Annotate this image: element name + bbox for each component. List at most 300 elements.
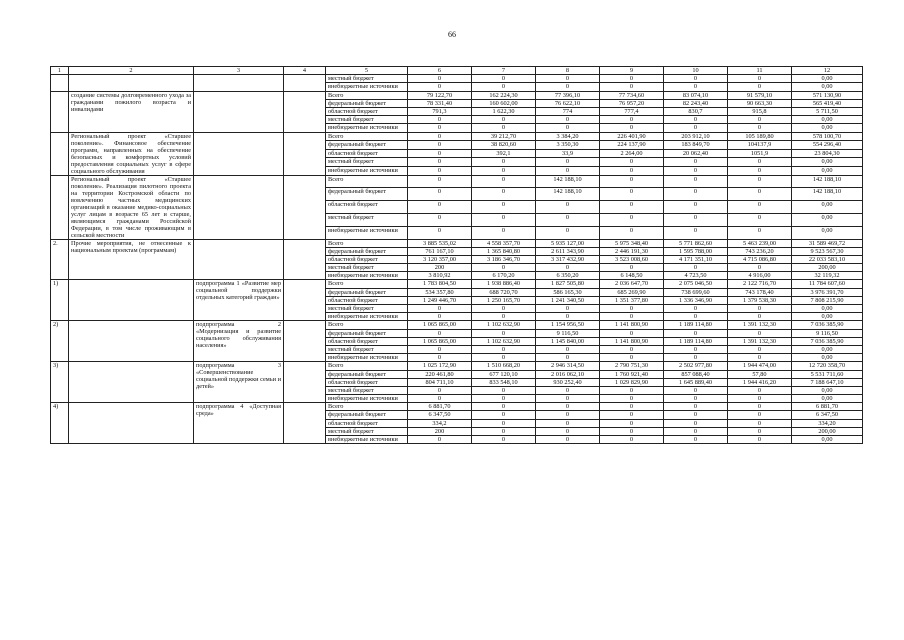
funding-source: областной бюджет: [326, 107, 408, 115]
amount-cell: 142 188,10: [792, 188, 863, 201]
subprogram-name: подпрограмма 2 «Модернизация и развитие социального обслуживания населения»: [194, 321, 284, 362]
amount-cell: 1 250 165,70: [472, 296, 536, 304]
amount-cell: 0,00: [792, 124, 863, 132]
amount-cell: 1 365 840,80: [472, 247, 536, 255]
amount-cell: 0,00: [792, 305, 863, 313]
table-row: [51, 91, 863, 99]
activity-name: Региональный проект «Старшее поколение». Реализация пилотного проекта на территории Костромской области по вовлечению частных медицинских организаций в оказание медико-социальных услуг лицам в возрасте 65 лет и старше, являющимся гражданами Российской Федерации, в том числе проживающим в сельской местности: [69, 175, 194, 239]
amount-cell: 5 771 862,60: [664, 239, 728, 247]
amount-cell: 2 075 046,50: [664, 280, 728, 288]
funding-source: федеральный бюджет: [326, 141, 408, 150]
amount-cell: 1 510 668,20: [472, 362, 536, 370]
amount-cell: 774: [536, 107, 600, 115]
amount-cell: 1 944 474,00: [728, 362, 792, 370]
funding-source: Всего: [326, 403, 408, 411]
amount-cell: 0,00: [792, 166, 863, 175]
amount-cell: 0: [728, 226, 792, 239]
amount-cell: 5 463 239,00: [728, 239, 792, 247]
amount-cell: 0: [728, 403, 792, 411]
amount-cell: 0,00: [792, 436, 863, 444]
amount-cell: 0,00: [792, 395, 863, 403]
amount-cell: 6 347,50: [792, 411, 863, 419]
amount-cell: 0: [600, 213, 664, 226]
amount-cell: 0: [472, 411, 536, 419]
amount-cell: 105 189,80: [728, 132, 792, 141]
amount-cell: 0: [408, 313, 472, 321]
amount-cell: 23 804,30: [792, 149, 863, 158]
funding-source: Всего: [326, 362, 408, 370]
subprogram-name: подпрограмма 3 «Совершенствование социальной поддержки семьи и детей»: [194, 362, 284, 403]
amount-cell: 9 116,50: [536, 329, 600, 337]
amount-cell: 1 783 804,50: [408, 280, 472, 288]
amount-cell: 0: [472, 116, 536, 124]
amount-cell: 0: [600, 419, 664, 427]
amount-cell: 392,1: [472, 149, 536, 158]
amount-cell: 226 401,90: [600, 132, 664, 141]
executor-cell: [284, 75, 326, 91]
amount-cell: 0: [664, 124, 728, 132]
subprogram-name: подпрограмма 4 «Доступная среда»: [194, 403, 284, 444]
amount-cell: 3 186 346,70: [472, 255, 536, 263]
amount-cell: 1 622,30: [472, 107, 536, 115]
amount-cell: 7 188 647,10: [792, 378, 863, 386]
amount-cell: 0: [408, 75, 472, 83]
amount-cell: 200: [408, 427, 472, 435]
amount-cell: 12 720 358,70: [792, 362, 863, 370]
amount-cell: 1 241 340,50: [536, 296, 600, 304]
amount-cell: 0: [664, 329, 728, 337]
header-row: [51, 67, 863, 75]
budget-table: [50, 66, 863, 444]
amount-cell: 0: [408, 305, 472, 313]
amount-cell: 4 558 357,70: [472, 239, 536, 247]
amount-cell: 5 711,50: [792, 107, 863, 115]
amount-cell: 0: [664, 395, 728, 403]
amount-cell: 9 116,50: [792, 329, 863, 337]
amount-cell: 0: [472, 395, 536, 403]
executor-cell: [284, 91, 326, 132]
amount-cell: 0: [664, 158, 728, 167]
amount-cell: 32 119,32: [792, 272, 863, 280]
amount-cell: 0,00: [792, 345, 863, 353]
amount-cell: 20 062,40: [664, 149, 728, 158]
amount-cell: 0: [600, 175, 664, 188]
executor-cell: [284, 403, 326, 444]
amount-cell: 0: [408, 213, 472, 226]
amount-cell: 0,00: [792, 354, 863, 362]
amount-cell: 0,00: [792, 386, 863, 394]
funding-source: областной бюджет: [326, 201, 408, 214]
amount-cell: 7 808 215,90: [792, 296, 863, 304]
amount-cell: 0: [664, 264, 728, 272]
column-number: 7: [472, 67, 536, 75]
amount-cell: 1 938 886,40: [472, 280, 536, 288]
amount-cell: 76 622,10: [536, 99, 600, 107]
amount-cell: 930 252,40: [536, 378, 600, 386]
amount-cell: 1 102 632,90: [472, 321, 536, 329]
amount-cell: 3 120 357,00: [408, 255, 472, 263]
amount-cell: 3 523 008,60: [600, 255, 664, 263]
amount-cell: 200,00: [792, 427, 863, 435]
amount-cell: 9 523 567,30: [792, 247, 863, 255]
funding-source: Всего: [326, 91, 408, 99]
amount-cell: 78 331,40: [408, 99, 472, 107]
amount-cell: 0: [600, 188, 664, 201]
amount-cell: 7 036 385,90: [792, 337, 863, 345]
funding-source: федеральный бюджет: [326, 288, 408, 296]
amount-cell: 4 715 086,80: [728, 255, 792, 263]
item-number: 2): [51, 321, 69, 362]
activity-name: Прочие мероприятия, не отнесенные к национальным проектам (программам): [69, 239, 194, 280]
amount-cell: 0: [536, 313, 600, 321]
amount-cell: 688 720,70: [472, 288, 536, 296]
column-number: 3: [194, 67, 284, 75]
amount-cell: 1 189 114,80: [664, 321, 728, 329]
subprogram-name: [194, 91, 284, 132]
amount-cell: 0: [664, 116, 728, 124]
amount-cell: 0: [728, 116, 792, 124]
amount-cell: 0: [408, 158, 472, 167]
amount-cell: 0: [664, 313, 728, 321]
table-row: [51, 280, 863, 288]
column-number: 8: [536, 67, 600, 75]
subprogram-name: [194, 75, 284, 91]
funding-source: областной бюджет: [326, 296, 408, 304]
amount-cell: 0: [408, 132, 472, 141]
funding-source: местный бюджет: [326, 264, 408, 272]
amount-cell: 0: [408, 436, 472, 444]
page-number: 66: [448, 30, 456, 39]
amount-cell: 0: [600, 158, 664, 167]
amount-cell: 0: [664, 188, 728, 201]
amount-cell: 6 148,50: [600, 272, 664, 280]
amount-cell: 0: [536, 411, 600, 419]
amount-cell: 685 269,90: [600, 288, 664, 296]
amount-cell: 0: [600, 403, 664, 411]
funding-source: местный бюджет: [326, 158, 408, 167]
executor-cell: [284, 321, 326, 362]
funding-source: местный бюджет: [326, 75, 408, 83]
amount-cell: 1 760 921,40: [600, 370, 664, 378]
amount-cell: 0: [472, 83, 536, 91]
amount-cell: 0: [408, 116, 472, 124]
amount-cell: 0: [664, 345, 728, 353]
funding-source: местный бюджет: [326, 305, 408, 313]
amount-cell: 0: [664, 436, 728, 444]
amount-cell: 743 178,40: [728, 288, 792, 296]
amount-cell: 0: [472, 75, 536, 83]
funding-source: областной бюджет: [326, 419, 408, 427]
amount-cell: 1 827 505,80: [536, 280, 600, 288]
amount-cell: 0: [472, 313, 536, 321]
table-row: [51, 321, 863, 329]
funding-source: местный бюджет: [326, 427, 408, 435]
amount-cell: 77 396,10: [536, 91, 600, 99]
amount-cell: 3 384,20: [536, 132, 600, 141]
funding-source: внебюджетные источники: [326, 436, 408, 444]
column-number: 9: [600, 67, 664, 75]
amount-cell: 0: [600, 313, 664, 321]
amount-cell: 0: [536, 83, 600, 91]
amount-cell: 1051,9: [728, 149, 792, 158]
amount-cell: 0: [536, 213, 600, 226]
funding-source: федеральный бюджет: [326, 329, 408, 337]
activity-name: [69, 75, 194, 91]
column-number: 2: [69, 67, 194, 75]
amount-cell: 0: [664, 213, 728, 226]
amount-cell: 677 120,10: [472, 370, 536, 378]
amount-cell: 82 243,40: [664, 99, 728, 107]
amount-cell: 1 154 956,50: [536, 321, 600, 329]
amount-cell: 0: [408, 226, 472, 239]
executor-cell: [284, 362, 326, 403]
amount-cell: 1 145 840,00: [536, 337, 600, 345]
amount-cell: 1 391 132,30: [728, 337, 792, 345]
amount-cell: 0: [472, 427, 536, 435]
amount-cell: 0: [664, 411, 728, 419]
amount-cell: 104137,9: [728, 141, 792, 150]
funding-source: внебюджетные источники: [326, 313, 408, 321]
executor-cell: [284, 280, 326, 321]
amount-cell: 0: [408, 188, 472, 201]
amount-cell: 738 699,60: [664, 288, 728, 296]
funding-source: федеральный бюджет: [326, 247, 408, 255]
amount-cell: 0: [728, 395, 792, 403]
amount-cell: 2 611 343,90: [536, 247, 600, 255]
amount-cell: 0: [472, 166, 536, 175]
amount-cell: 0: [472, 419, 536, 427]
amount-cell: 0: [600, 83, 664, 91]
table-row: [51, 362, 863, 370]
amount-cell: 77 734,60: [600, 91, 664, 99]
amount-cell: 0: [664, 419, 728, 427]
amount-cell: 578 100,70: [792, 132, 863, 141]
amount-cell: 0: [600, 395, 664, 403]
amount-cell: 0: [536, 264, 600, 272]
amount-cell: 0: [664, 386, 728, 394]
amount-cell: 0: [600, 329, 664, 337]
amount-cell: 91 579,10: [728, 91, 792, 99]
amount-cell: 586 165,30: [536, 288, 600, 296]
funding-source: местный бюджет: [326, 213, 408, 226]
amount-cell: 142 188,10: [792, 175, 863, 188]
amount-cell: 0: [728, 188, 792, 201]
amount-cell: 0: [472, 264, 536, 272]
amount-cell: 11 784 607,60: [792, 280, 863, 288]
amount-cell: 0: [472, 188, 536, 201]
amount-cell: 0: [600, 116, 664, 124]
amount-cell: 0: [728, 436, 792, 444]
amount-cell: 0: [600, 201, 664, 214]
item-number: 4): [51, 403, 69, 444]
funding-source: внебюджетные источники: [326, 83, 408, 91]
amount-cell: 6 350,20: [536, 272, 600, 280]
amount-cell: 0: [728, 166, 792, 175]
amount-cell: 31 589 469,72: [792, 239, 863, 247]
amount-cell: 0: [408, 345, 472, 353]
subprogram-name: [194, 132, 284, 175]
amount-cell: 0: [472, 226, 536, 239]
amount-cell: 2 946 314,50: [536, 362, 600, 370]
table-row: [51, 403, 863, 411]
column-number: 11: [728, 67, 792, 75]
amount-cell: 0,00: [792, 83, 863, 91]
activity-name: [69, 403, 194, 444]
amount-cell: 1 351 377,80: [600, 296, 664, 304]
executor-cell: [284, 175, 326, 239]
amount-cell: 0: [600, 427, 664, 435]
amount-cell: 0: [536, 386, 600, 394]
amount-cell: 565 419,40: [792, 99, 863, 107]
amount-cell: 0,00: [792, 116, 863, 124]
amount-cell: 0: [728, 158, 792, 167]
funding-source: федеральный бюджет: [326, 370, 408, 378]
amount-cell: 0: [408, 175, 472, 188]
amount-cell: 0: [472, 329, 536, 337]
amount-cell: 2 122 716,70: [728, 280, 792, 288]
amount-cell: 0: [728, 313, 792, 321]
amount-cell: 0: [408, 83, 472, 91]
amount-cell: 2 036 647,70: [600, 280, 664, 288]
column-number: 4: [284, 67, 326, 75]
amount-cell: 0: [472, 213, 536, 226]
amount-cell: 0: [664, 175, 728, 188]
amount-cell: 0: [408, 141, 472, 150]
amount-cell: 0,00: [792, 201, 863, 214]
amount-cell: 0: [728, 427, 792, 435]
amount-cell: 5 975 348,40: [600, 239, 664, 247]
amount-cell: 0: [728, 329, 792, 337]
amount-cell: 142 188,10: [536, 188, 600, 201]
item-number: [51, 75, 69, 91]
amount-cell: 3 885 535,02: [408, 239, 472, 247]
amount-cell: 0: [472, 201, 536, 214]
funding-source: внебюджетные источники: [326, 166, 408, 175]
amount-cell: 0: [664, 83, 728, 91]
amount-cell: 0: [664, 403, 728, 411]
amount-cell: 0: [728, 305, 792, 313]
item-number: 2.: [51, 239, 69, 280]
amount-cell: 0: [472, 158, 536, 167]
amount-cell: 0,00: [792, 75, 863, 83]
amount-cell: 0: [600, 124, 664, 132]
amount-cell: 0: [664, 226, 728, 239]
amount-cell: 220 461,80: [408, 370, 472, 378]
amount-cell: 4 171 351,10: [664, 255, 728, 263]
amount-cell: 0: [728, 354, 792, 362]
amount-cell: 1 944 416,20: [728, 378, 792, 386]
table-row: [51, 239, 863, 247]
funding-source: областной бюджет: [326, 337, 408, 345]
funding-source: внебюджетные источники: [326, 272, 408, 280]
amount-cell: 554 296,40: [792, 141, 863, 150]
amount-cell: 0: [728, 124, 792, 132]
amount-cell: 571 130,90: [792, 91, 863, 99]
funding-source: областной бюджет: [326, 378, 408, 386]
amount-cell: 0: [728, 411, 792, 419]
amount-cell: 0: [728, 83, 792, 91]
amount-cell: 183 849,70: [664, 141, 728, 150]
funding-source: федеральный бюджет: [326, 411, 408, 419]
amount-cell: 334,2: [408, 419, 472, 427]
amount-cell: 6 170,20: [472, 272, 536, 280]
amount-cell: 0: [536, 403, 600, 411]
amount-cell: 1 645 889,40: [664, 378, 728, 386]
amount-cell: 0: [408, 395, 472, 403]
amount-cell: 777,4: [600, 107, 664, 115]
amount-cell: 38 820,60: [472, 141, 536, 150]
amount-cell: 5 935 127,00: [536, 239, 600, 247]
item-number: [51, 91, 69, 132]
amount-cell: 334,20: [792, 419, 863, 427]
activity-name: [69, 280, 194, 321]
amount-cell: 4 723,50: [664, 272, 728, 280]
amount-cell: 0: [728, 201, 792, 214]
amount-cell: 0: [664, 354, 728, 362]
subprogram-name: [194, 175, 284, 239]
amount-cell: 0: [600, 75, 664, 83]
column-number: 1: [51, 67, 69, 75]
amount-cell: 0: [600, 305, 664, 313]
amount-cell: 743 236,20: [728, 247, 792, 255]
funding-source: внебюджетные источники: [326, 124, 408, 132]
item-number: [51, 132, 69, 175]
amount-cell: 0: [728, 175, 792, 188]
table-row: [51, 132, 863, 141]
amount-cell: 0: [408, 329, 472, 337]
funding-source: Всего: [326, 239, 408, 247]
amount-cell: 2 016 062,10: [536, 370, 600, 378]
executor-cell: [284, 239, 326, 280]
amount-cell: 0: [664, 75, 728, 83]
amount-cell: 0: [536, 436, 600, 444]
amount-cell: 57,80: [728, 370, 792, 378]
amount-cell: 0: [600, 354, 664, 362]
funding-source: Всего: [326, 280, 408, 288]
amount-cell: 0,00: [792, 313, 863, 321]
amount-cell: 0: [472, 386, 536, 394]
amount-cell: 0: [472, 403, 536, 411]
amount-cell: 0: [728, 213, 792, 226]
amount-cell: 0: [536, 166, 600, 175]
amount-cell: 0: [472, 305, 536, 313]
amount-cell: 79 122,70: [408, 91, 472, 99]
funding-source: федеральный бюджет: [326, 188, 408, 201]
amount-cell: 203 912,10: [664, 132, 728, 141]
amount-cell: 791,3: [408, 107, 472, 115]
funding-source: местный бюджет: [326, 386, 408, 394]
item-number: 1): [51, 280, 69, 321]
item-number: 3): [51, 362, 69, 403]
amount-cell: 0: [472, 436, 536, 444]
amount-cell: 90 663,30: [728, 99, 792, 107]
funding-source: Всего: [326, 321, 408, 329]
amount-cell: 162 224,30: [472, 91, 536, 99]
amount-cell: 0: [408, 354, 472, 362]
amount-cell: 160 602,00: [472, 99, 536, 107]
column-number: 6: [408, 67, 472, 75]
activity-name: Региональный проект «Старшее поколение». Финансовое обеспечение программ, направленных на обеспечение безопасных и комфортных условий предоставления социальных услуг в сфере социального обслуживания: [69, 132, 194, 175]
amount-cell: 1 141 800,90: [600, 321, 664, 329]
amount-cell: 0: [408, 149, 472, 158]
activity-name: создание системы долговременного ухода за гражданами пожилого возраста и инвалидами: [69, 91, 194, 132]
amount-cell: 915,8: [728, 107, 792, 115]
funding-source: Всего: [326, 132, 408, 141]
executor-cell: [284, 132, 326, 175]
amount-cell: 33,9: [536, 149, 600, 158]
amount-cell: 0: [664, 166, 728, 175]
amount-cell: 39 212,70: [472, 132, 536, 141]
